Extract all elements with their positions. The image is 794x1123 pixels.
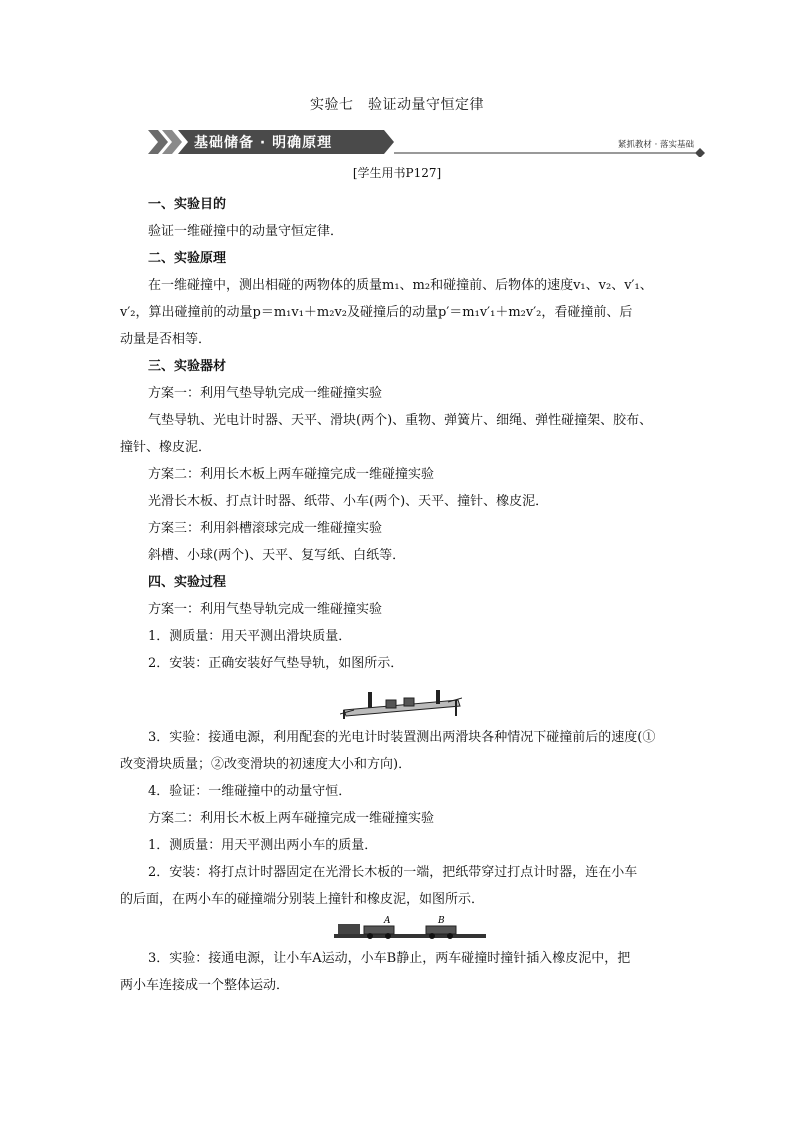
air-track-figure (340, 686, 462, 722)
paragraph-line: 方案一：利用气垫导轨完成一维碰撞实验 (148, 602, 383, 617)
paragraph-line: 斜槽、小球(两个)、天平、复写纸、白纸等． (148, 548, 406, 563)
paragraph-line: v′₂，算出碰撞前的动量p＝m₁v₁＋m₂v₂及碰撞后的动量p′＝m₁v′₁＋m₂v′₂，看碰撞前、后 (120, 305, 633, 320)
paragraph-line: 1．测质量：用天平测出滑块质量． (148, 629, 352, 644)
paragraph-line: 4．验证：一维碰撞中的动量守恒． (148, 784, 352, 799)
paragraph-line: 的后面，在两小车的碰撞端分别装上撞针和橡皮泥，如图所示． (120, 892, 485, 907)
paragraph-line: 方案一：利用气垫导轨完成一维碰撞实验 (148, 386, 383, 401)
paragraph-line: 3．实验：接通电源，让小车A运动，小车B静止，两车碰撞时撞针插入橡皮泥中，把 (148, 951, 631, 966)
paragraph-line: 方案二：利用长木板上两车碰撞完成一维碰撞实验 (148, 811, 435, 826)
banner-title: 基础储备 · 明确原理 (194, 135, 333, 151)
heading-principle: 二、实验原理 (148, 251, 227, 266)
heading-purpose: 一、实验目的 (148, 197, 227, 212)
paragraph-line: 方案三：利用斜槽滚球完成一维碰撞实验 (148, 521, 383, 536)
paragraph-line: 改变滑块质量；②改变滑块的初速度大小和方向)． (120, 757, 412, 772)
paragraph-line: 方案二：利用长木板上两车碰撞完成一维碰撞实验 (148, 467, 435, 482)
heading-equipment: 三、实验器材 (148, 359, 227, 374)
paragraph-line: 2．安装：将打点计时器固定在光滑长木板的一端，把纸带穿过打点计时器，连在小车 (148, 865, 638, 880)
paragraph-line: 3．实验：接通电源，利用配套的光电计时装置测出两滑块各种情况下碰撞前后的速度(① (148, 730, 656, 745)
paragraph-line: 两小车连接成一个整体运动． (120, 978, 290, 993)
heading-procedure: 四、实验过程 (148, 575, 227, 590)
paragraph-line: 1．测质量：用天平测出两小车的质量． (148, 838, 378, 853)
reference-note: [学生用书P127] (352, 166, 442, 180)
paragraph-line: 验证一维碰撞中的动量守恒定律． (148, 224, 344, 239)
carts-figure (334, 912, 486, 942)
cart-a-label: A (384, 916, 391, 926)
paragraph-line: 气垫导轨、光电计时器、天平、滑块(两个)、重物、弹簧片、细绳、弹性碰撞架、胶布、 (148, 413, 653, 428)
paragraph-line: 光滑长木板、打点计时器、纸带、小车(两个)、天平、撞针、橡皮泥． (148, 494, 549, 509)
banner-subtitle: 紧抓教材 · 落实基础 (617, 140, 694, 150)
cart-b-label: B (438, 916, 445, 926)
paragraph-line: 撞针、橡皮泥． (120, 440, 212, 455)
paragraph-line: 动量是否相等． (120, 332, 212, 347)
paragraph-line: 在一维碰撞中，测出相碰的两物体的质量m₁、m₂和碰撞前、后物体的速度v₁、v₂、v′₁、 (148, 278, 653, 293)
paragraph-line: 2．安装：正确安装好气垫导轨，如图所示． (148, 656, 404, 671)
section-banner (148, 127, 708, 157)
page-title: 实验七 验证动量守恒定律 (310, 97, 484, 113)
